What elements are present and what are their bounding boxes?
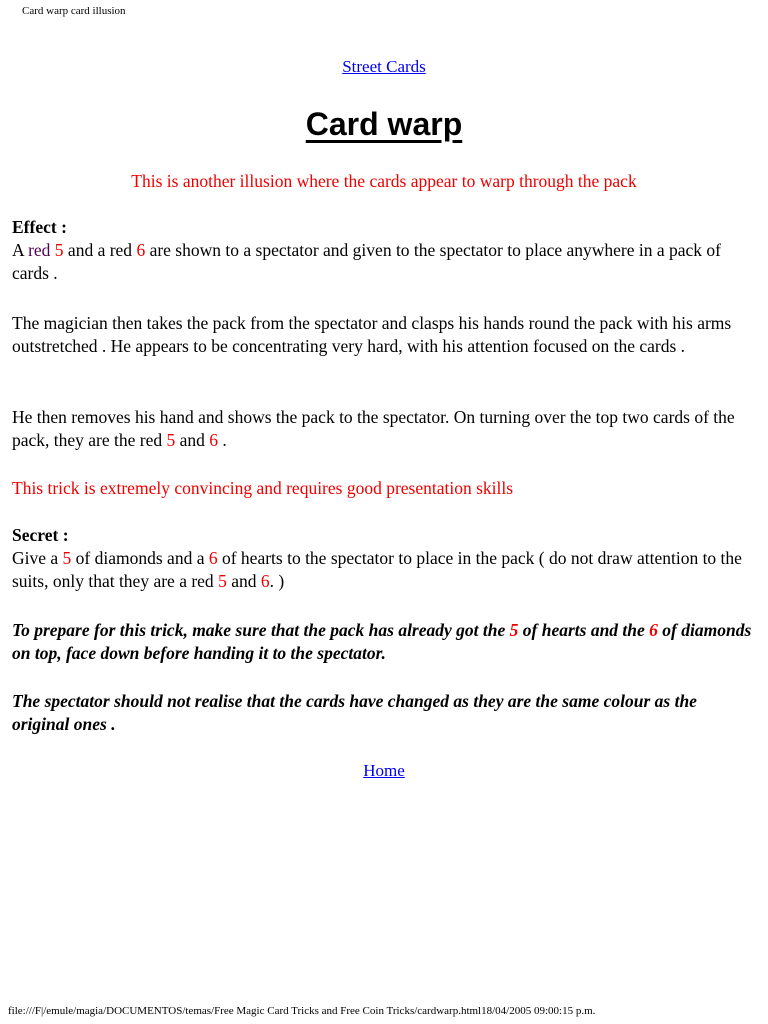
effect-paragraph-2-block	[12, 312, 757, 358]
effect-paragraph-2: The magician then takes the pack from the spectator and clasps his hands round the pack with his arms outstretched . He appears to be concentrating very hard, with his attention focused on the cards .	[12, 313, 732, 356]
text-segment: and a red	[63, 240, 137, 260]
effect-section	[12, 216, 757, 285]
text-segment: and	[226, 571, 261, 591]
effect-note: This trick is extremely convincing and requires good presentation skills	[12, 478, 514, 498]
street-cards-link[interactable]: Street Cards	[342, 57, 426, 76]
secret-paragraph-2	[12, 619, 757, 665]
card-five: 5	[62, 548, 72, 568]
text-segment: He then removes his hand and shows the pack to the spectator. On turning over the top two cards of the pack, they are the red	[12, 407, 735, 450]
text-segment: of hearts to the spectator to place in the pack ( do not draw attention to the suits, only that they are a red	[12, 548, 742, 591]
home-link[interactable]: Home	[363, 761, 405, 780]
nav-top	[0, 57, 768, 77]
card-six: 6	[209, 430, 219, 450]
card-five: 5	[54, 240, 64, 260]
card-six: 6	[208, 548, 218, 568]
text-segment: are shown to a spectator and given to the spectator to place anywhere in a pack of cards .	[12, 240, 722, 283]
card-five: 5	[218, 571, 227, 591]
effect-note-block	[12, 477, 757, 500]
effect-paragraph-3-block	[12, 406, 757, 452]
secret-paragraph-3: The spectator should not realise that the cards have changed as they are the same colour as the original ones .	[12, 691, 697, 734]
intro-text: This is another illusion where the cards appear to warp through the pack	[131, 171, 637, 191]
effect-heading: Effect :	[12, 217, 67, 237]
page-title: Card warp	[305, 106, 463, 142]
secret-paragraph-2-block	[12, 619, 757, 665]
print-header: Card warp card illusion	[22, 5, 126, 17]
text-segment: of hearts and the	[518, 620, 650, 640]
card-six: 6	[260, 571, 270, 591]
text-segment: of diamonds and a	[71, 548, 209, 568]
secret-heading: Secret :	[12, 525, 69, 545]
card-six: 6	[136, 240, 146, 260]
text-segment: . )	[269, 571, 285, 591]
secret-paragraph-1	[12, 547, 757, 593]
text-segment: of diamonds on top, face down before handing it to the spectator.	[12, 620, 752, 663]
card-five: 5	[509, 620, 519, 640]
print-footer: file:///F|/emule/magia/DOCUMENTOS/temas/Free Magic Card Tricks and Free Coin Tricks/cardwarp.html18/04/2005 09:00:15 p.m.	[8, 1005, 596, 1017]
nav-bottom	[0, 761, 768, 781]
text-segment: A	[12, 240, 29, 260]
card-five: 5	[166, 430, 176, 450]
text-segment: .	[218, 430, 227, 450]
text-segment: and	[175, 430, 210, 450]
secret-paragraph-3-block	[12, 690, 757, 736]
effect-paragraph-1	[12, 239, 757, 285]
card-six: 6	[649, 620, 658, 640]
text-segment: Give a	[12, 548, 63, 568]
effect-paragraph-3	[12, 406, 757, 452]
text-segment: To prepare for this trick, make sure that the pack has already got the	[12, 620, 510, 640]
secret-section	[12, 524, 757, 593]
red-word: red	[28, 240, 51, 260]
